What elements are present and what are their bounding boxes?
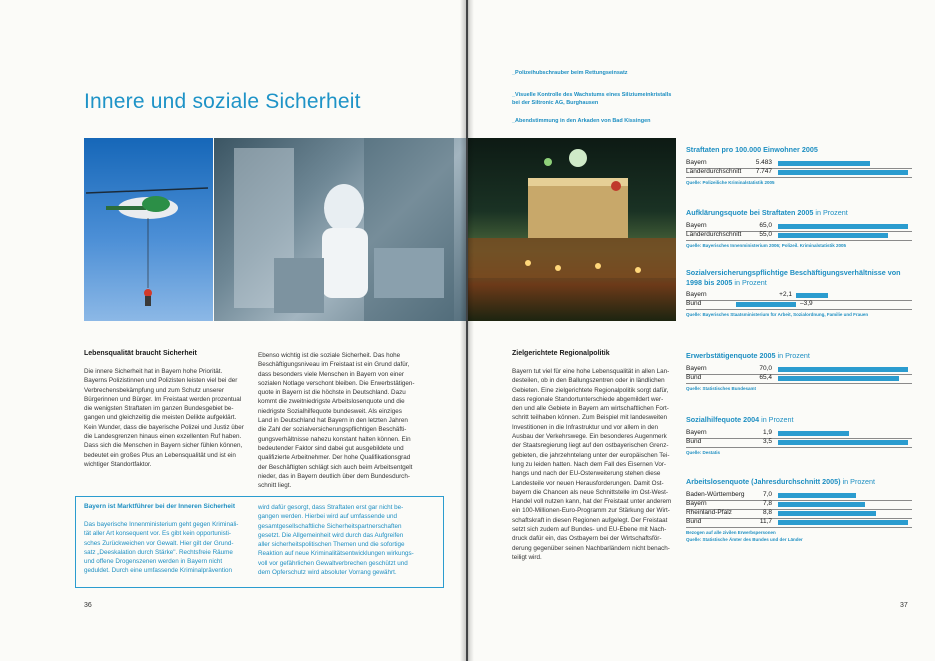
chart-category-label: Länderdurchschnitt xyxy=(686,168,742,175)
chart-category-label: Bayern xyxy=(686,291,707,298)
chart-category-label: Bund xyxy=(686,300,702,307)
chart-bar xyxy=(778,511,876,517)
chart-row xyxy=(686,438,912,448)
chart-value-label: 65,4 xyxy=(759,374,772,381)
laboratory-photo xyxy=(214,138,466,321)
chart-source: Quelle: Destatis xyxy=(686,450,721,455)
chart-bar xyxy=(778,502,865,508)
chart-unit: in Prozent xyxy=(813,208,848,217)
chart-title xyxy=(686,415,793,425)
chart-value-label: 3,5 xyxy=(762,438,772,445)
page-title: Innere und soziale Sicherheit xyxy=(84,90,361,113)
chart-source: Quelle: Bayerisches Innenministerium 2006; Polizeil. Kriminalstatistik 2005 xyxy=(686,243,847,248)
chart-bar xyxy=(778,520,908,526)
chart-title xyxy=(686,351,810,361)
chart-source: Quelle: Bayerisches Staatsministerium für Arbeit, Sozialordnung, Familie und Frauen xyxy=(686,312,869,317)
chart-source: Quelle: Polizeiliche Kriminalstatistik 2005 xyxy=(686,180,775,185)
chart-category-label: Bund xyxy=(686,438,702,445)
info-box-text-col1: Das bayerische Innenministerium geht gegen Kriminali- tät aller Art konsequent vor. Es gibt kein opportunisti- sches Zurückweichen vor Gewalt. Hier gilt der Grund- satz „Deeskalation durch Stärke". Rechtsfreie Räume und offene Drogenszenen werden in Bayern nicht geduldet. Durch eine umfassende Kriminalprävention xyxy=(84,521,239,575)
chart-category-label: Baden-Württemberg xyxy=(686,491,745,498)
photo-caption: _Polizeihubschrauber beim Rettungseinsatz xyxy=(512,70,628,76)
chart-title-text: Straftaten pro 100.000 Einwohner 2005 xyxy=(686,145,818,154)
chart-category-label: Länderdurchschnitt xyxy=(686,231,742,238)
chart-source: Quelle: Statistisches Bundesamt xyxy=(686,386,757,391)
chart-bar xyxy=(778,440,908,446)
chart-title-text: Erwerbstätigenquote 2005 xyxy=(686,351,776,360)
page-number: 37 xyxy=(900,602,908,609)
chart-value-label: 1,9 xyxy=(762,429,772,436)
chart-bar xyxy=(778,431,849,437)
chart-value-label: 5.483 xyxy=(755,159,772,166)
chart-row xyxy=(686,518,912,528)
photo-caption: _Visuelle Kontrolle des Wachstums eines Siliziumeinkristalls bei der Siltronic AG, Burghausen xyxy=(512,92,672,106)
chart-unit: in Prozent xyxy=(775,351,810,360)
arcades-photo xyxy=(468,138,676,321)
chart-unit: in Prozent xyxy=(759,415,794,424)
page-number: 36 xyxy=(84,602,92,609)
chart-bar xyxy=(778,376,899,382)
chart-value-label: 7,0 xyxy=(762,491,772,498)
chart-title xyxy=(686,145,818,155)
chart-category-label: Rheinland-Pfalz xyxy=(686,509,732,516)
chart-bar xyxy=(778,224,908,230)
chart-value-label: 7,8 xyxy=(762,500,772,507)
right-page xyxy=(468,0,935,661)
chart-row xyxy=(686,168,912,178)
chart-value-label: 65,0 xyxy=(759,222,772,229)
chart-category-label: Bayern xyxy=(686,159,707,166)
section-heading: Zielgerichtete Regionalpolitik xyxy=(512,350,610,357)
chart-row xyxy=(686,231,912,241)
photo-caption: _Abendstimmung in den Arkaden von Bad Kissingen xyxy=(512,118,651,124)
chart-row xyxy=(686,374,912,384)
chart-title xyxy=(686,268,912,288)
helicopter-photo xyxy=(84,138,213,321)
book-gutter xyxy=(460,0,474,661)
chart-category-label: Bund xyxy=(686,518,702,525)
chart-category-label: Bayern xyxy=(686,365,707,372)
chart-bar xyxy=(778,161,870,167)
chart-unit: in Prozent xyxy=(840,477,875,486)
chart-category-label: Bayern xyxy=(686,429,707,436)
left-page xyxy=(0,0,466,661)
chart-category-label: Bund xyxy=(686,374,702,381)
chart-title-text: Aufklärungsquote bei Straftaten 2005 xyxy=(686,208,814,217)
chart-title-text: Sozialversicherungspflichtige Beschäftigungsverhältnisse von 1998 bis 2005 xyxy=(686,268,901,287)
chart-bar xyxy=(796,293,828,299)
info-box-heading: Bayern ist Marktführer bei der Inneren Sicherheit xyxy=(84,503,235,510)
chart-value-label: +2,1 xyxy=(779,291,792,298)
chart-bar xyxy=(778,367,908,373)
chart-category-label: Bayern xyxy=(686,222,707,229)
chart-value-label: –3,9 xyxy=(800,300,813,307)
chart-bar xyxy=(778,493,856,499)
chart-row xyxy=(686,300,912,310)
section-text-col1: Die innere Sicherheit hat in Bayern hohe Priorität. Bayerns Polizistinnen und Polizisten leisten viel bei der Verbrechensbekämpfung und zum Schutz unserer Bürgerinnen und Bürger. Im Freistaat werden prozentual die wenigsten Straftaten im ganzen Bundesgebiet be- gangen und gleichzeitig die meisten Delikte aufgeklärt. Kein Wunder, dass die bayerische Polizei und Justiz über die Landesgrenzen hinaus einen exzellenten Ruf haben. Dass sich die Menschen in Bayern sicher fühlen können, bedeutet ein großes Plus an Lebensqualität und ist ein wichtiger Standortfaktor. xyxy=(84,368,244,468)
chart-title xyxy=(686,208,848,218)
chart-title-text: Arbeitslosenquote (Jahresdurchschnitt 2005) xyxy=(686,477,841,486)
chart-bar xyxy=(778,233,888,239)
chart-title xyxy=(686,477,875,487)
chart-title-text: Sozialhilfequote 2004 xyxy=(686,415,760,424)
chart-value-label: 55,0 xyxy=(759,231,772,238)
info-box-text-col2: wird dafür gesorgt, dass Straftaten erst gar nicht be- gangen werden. Hierbei wird auf umfassende und gesamtgesellschaftliche Sicherheitspartnerschaften gesetzt. Die Allgemeinheit wird durch das Aufgreifen aller sicherheitspolitischen Themen und die sofortige Reaktion auf neue Kriminalitätsentwicklungen wirkungs- voll vor gefährlichen Gewaltverbrechen geschützt und dem Opferschutz wird absoluter Vorrang gewährt. xyxy=(258,504,414,577)
chart-bar xyxy=(736,302,796,308)
section-text: Bayern tut viel für eine hohe Lebensqualität in allen Lan- desteilen, ob in den Ballungszentren oder in ländlichen Gebieten. Eine zielgerichtete Regionalpolitik sorgt dafür, dass regionale Standortunterschiede abgemildert wer- den und alle Gebiete in Bayern am wirtschaftlichen Fort- schritt teilhaben können. Zum Beispiel mit landesweiten Investitionen in die Infrastruktur und vor allem in den Ausbau der Verkehrswege. Ein besonderes Augenmerk der Staatsregierung liegt auf den ostbayerischen Grenz- gebieten, die jahrzehntelang unter der europäischen Tei- lung zu leiden hatten. Nach dem Fall des Eisernen Vor- hangs und nach der EU-Osterweiterung stehen diese Landesteile vor neuen Herausforderungen. Damit Ost- bayern die Chancen als neue Schnittstelle im Ost-West- Handel voll nutzen kann, hat der Freistaat unter anderem ein 100-Millionen-Euro-Programm zur Stärkung der Wirt- schaftskraft in diesen Regionen aufgelegt. Der Freistaat setzt sich zudem auf Bundes- und EU-Ebene mit Nach- druck dafür ein, das Ostbayern bei der Wirtschaftsför- derung gegenüber seinen Nachbarländern nicht benach- teiligt wird. xyxy=(512,368,672,561)
section-text-col2: Ebenso wichtig ist die soziale Sicherheit. Das hohe Beschäftigungsniveau im Freistaat ist ein Grund dafür, dass besonders viele Menschen in Bayern von einer sozialen Notlage verschont bleiben. Die Erwerbstätigen- quote in Bayern ist die höchste in Deutschland. Dazu kommt die zweitniedrigste Arbeitslosenquote und die niedrigste Sozialhilfequote bundesweit. Als einziges Land in Deutschland hat Bayern in den letzten Jahren die Zahl der sozialversicherungspflichtigen Beschäfti- gungsverhältnisse nahezu konstant halten können. Ein bedeutender Faktor sind dabei gut ausgebildete und qualifizierte Arbeitnehmer. Der hohe Qualifikationsgrad der Beschäftigten schlägt sich auch beim Arbeitsentgelt nieder, das in Bayern deutlich über dem Bundesdurch- schnitt liegt. xyxy=(258,352,415,490)
chart-bar xyxy=(778,170,908,176)
chart-unit: in Prozent xyxy=(732,278,767,287)
section-heading: Lebensqualität braucht Sicherheit xyxy=(84,350,197,357)
chart-category-label: Bayern xyxy=(686,500,707,507)
chart-value-label: 8,8 xyxy=(762,509,772,516)
chart-value-label: 70,0 xyxy=(759,365,772,372)
chart-value-label: 11,7 xyxy=(759,518,772,525)
chart-value-label: 7.747 xyxy=(755,168,772,175)
chart-source: Bezogen auf alle zivilen Erwerbspersonen Quelle: Statistische Ämter des Bundes und der Länder xyxy=(686,530,803,542)
